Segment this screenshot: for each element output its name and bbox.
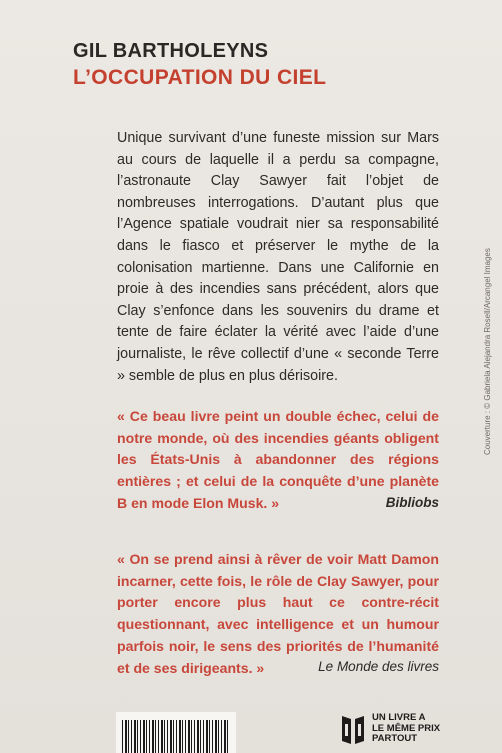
synopsis: Unique survivant d’une funeste mission sur Mars au cours de laquelle il a perdu sa compagne, l’astronaute Clay Sawyer fait l’objet de nombreuses interrogations. D’autant plus que l’Agence spatiale voudrait nier sa responsabilité dans le fiasco et préserver le mythe de la colonisation martienne. Dans une Californie en proie à des incendies sans précédent, alors que Clay s’enfonce dans les souvenirs du drame et tente de faire éclater la vérité avec l’aide d’une journaliste, le rêve collectif d’une « seconde Terre » semble de plus en plus dérisoire.: [117, 130, 439, 384]
author-name: GIL BARTHOLEYNS: [73, 40, 269, 62]
price-label-line-3: PARTOUT: [372, 733, 418, 744]
book-title: L’OCCUPATION DU CIEL: [73, 66, 327, 89]
review-source-le-monde: Le Monde des livres: [318, 659, 439, 674]
price-label-line-2: LE MÊME PRIX: [372, 722, 441, 734]
review-quote-bibliobs: « Ce beau livre peint un double échec, celui de notre monde, où des incendies géants obligent les États-Unis à abandonner des régions entières ; et celui de la conquête d’une planète B en mode Elon Musk. »: [117, 408, 439, 511]
book-price-logo-icon: [340, 712, 366, 746]
review-source-bibliobs: Bibliobs: [385, 495, 439, 510]
cover-image-credit: Couverture : © Gabriela Alejandra Rosell/Arcangel Images: [483, 248, 492, 455]
price-label-line-1: UN LIVRE A: [372, 712, 426, 723]
barcode: [116, 712, 236, 753]
barcode-bars: [122, 720, 230, 753]
review-quote-le-monde: « On se prend ainsi à rêver de voir Matt Damon incarner, cette fois, le rôle de Clay Sawyer, pour porter encore plus haut ce contre-récit questionnant, avec intelligence et un humour parfois noir, le sens des priorités de l’humanité et de ses dirigeants. »: [117, 551, 439, 676]
single-price-label: [372, 713, 440, 745]
